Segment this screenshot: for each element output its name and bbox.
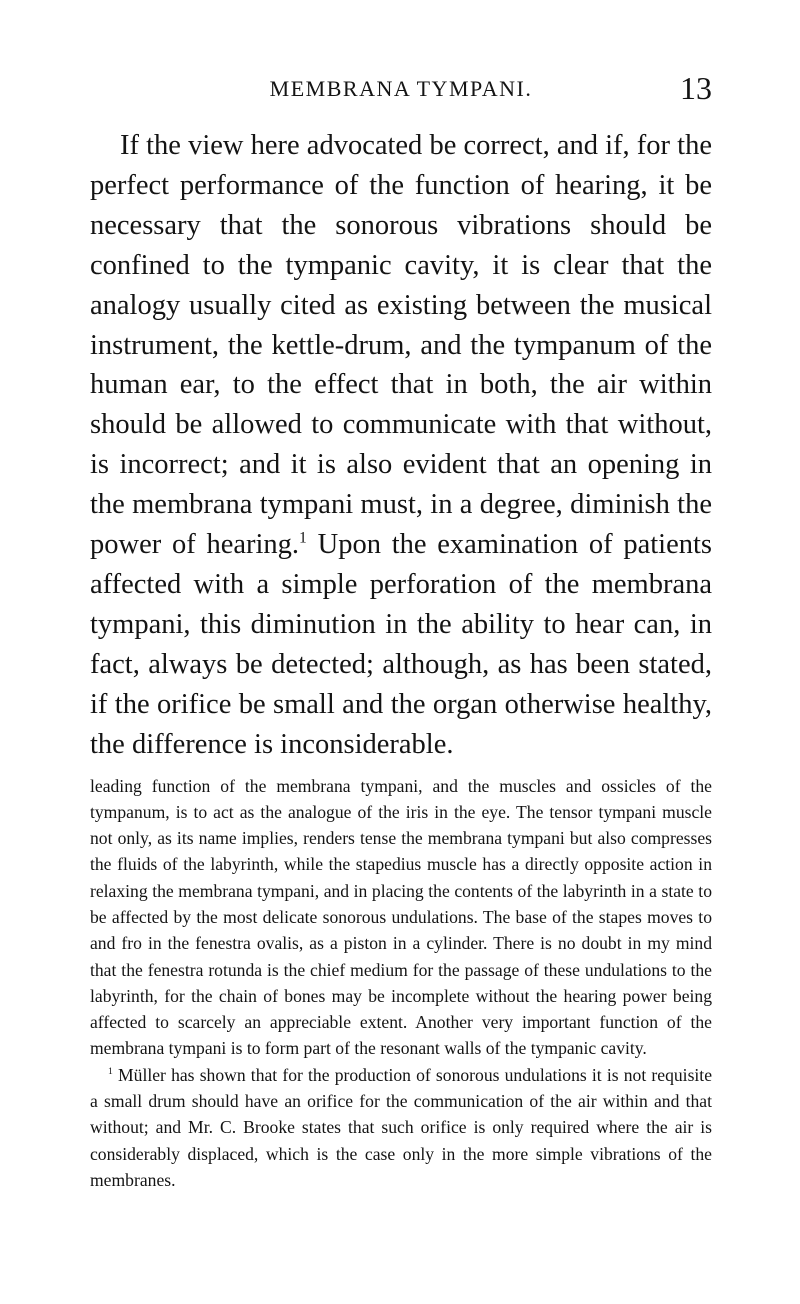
page-number: 13 xyxy=(680,70,712,106)
footnotes-section xyxy=(90,773,712,1194)
body-paragraph xyxy=(90,126,712,765)
footnote-reference-1[interactable]: 1 xyxy=(299,529,307,547)
running-title: MEMBRANA TYMPANI. xyxy=(269,76,533,101)
book-page xyxy=(90,70,712,1193)
footnote-1-text: Müller has shown that for the production of sonorous undulations it is not requisite a small drum should have an orifice for the communication of the air within and that without; and Mr. C. Brooke states that such orifice is only required where the air is considerably displaced, which is the case only in the more simple vibrations of the membranes. xyxy=(90,1064,712,1190)
continued-footnote: leading function of the membrana tympani, and the muscles and ossicles of the tympanum, is to act as the analogue of the iris in the eye. The tensor tympani muscle not only, as its name implies, renders tense the membrana tympani but also compresses the fluids of the labyrinth, while the stapedius muscle has a directly opposite action in relaxing the membrana tympani, and in placing the contents of the labyrinth in a state to be affected by the most delicate sonorous undulations. The base of the stapes moves to and fro in the fenestra ovalis, as a piston in a cylinder. There is no doubt in my mind that the fenestra rotunda is the chief medium for the passage of these undulations to the labyrinth, for the chain of bones may be incomplete without the hearing power being affected to scarcely an appreciable extent. Another very important function of the membrana tympani is to form part of the resonant walls of the tympanic cavity. xyxy=(90,775,712,1059)
body-text-part-1: If the view here advocated be correct, and if, for the perfect performance of the function of hearing, it be necessary that the sonorous vibrations should be confined to the tympanic cavity, it is clear that the analogy usually cited as existing between the musical instrument, the kettle-drum, and the tympanum of the human ear, to the effect that in both, the air within should be allowed to communicate with that without, is incorrect; and it is also evident that an opening in the membrana tympani must, in a degree, diminish the power of hearing. xyxy=(90,130,712,561)
footnote-1 xyxy=(90,1062,712,1193)
running-head xyxy=(90,70,712,110)
body-text-part-2: Upon the examination of patients affected with a simple perforation of the membrana tympani, this diminution in the ability to hear can, in fact, always be detected; although, as has been stated, if the orifice be small and the organ otherwise healthy, the difference is inconsiderable. xyxy=(90,529,712,760)
footnote-1-marker: 1 xyxy=(108,1065,113,1077)
